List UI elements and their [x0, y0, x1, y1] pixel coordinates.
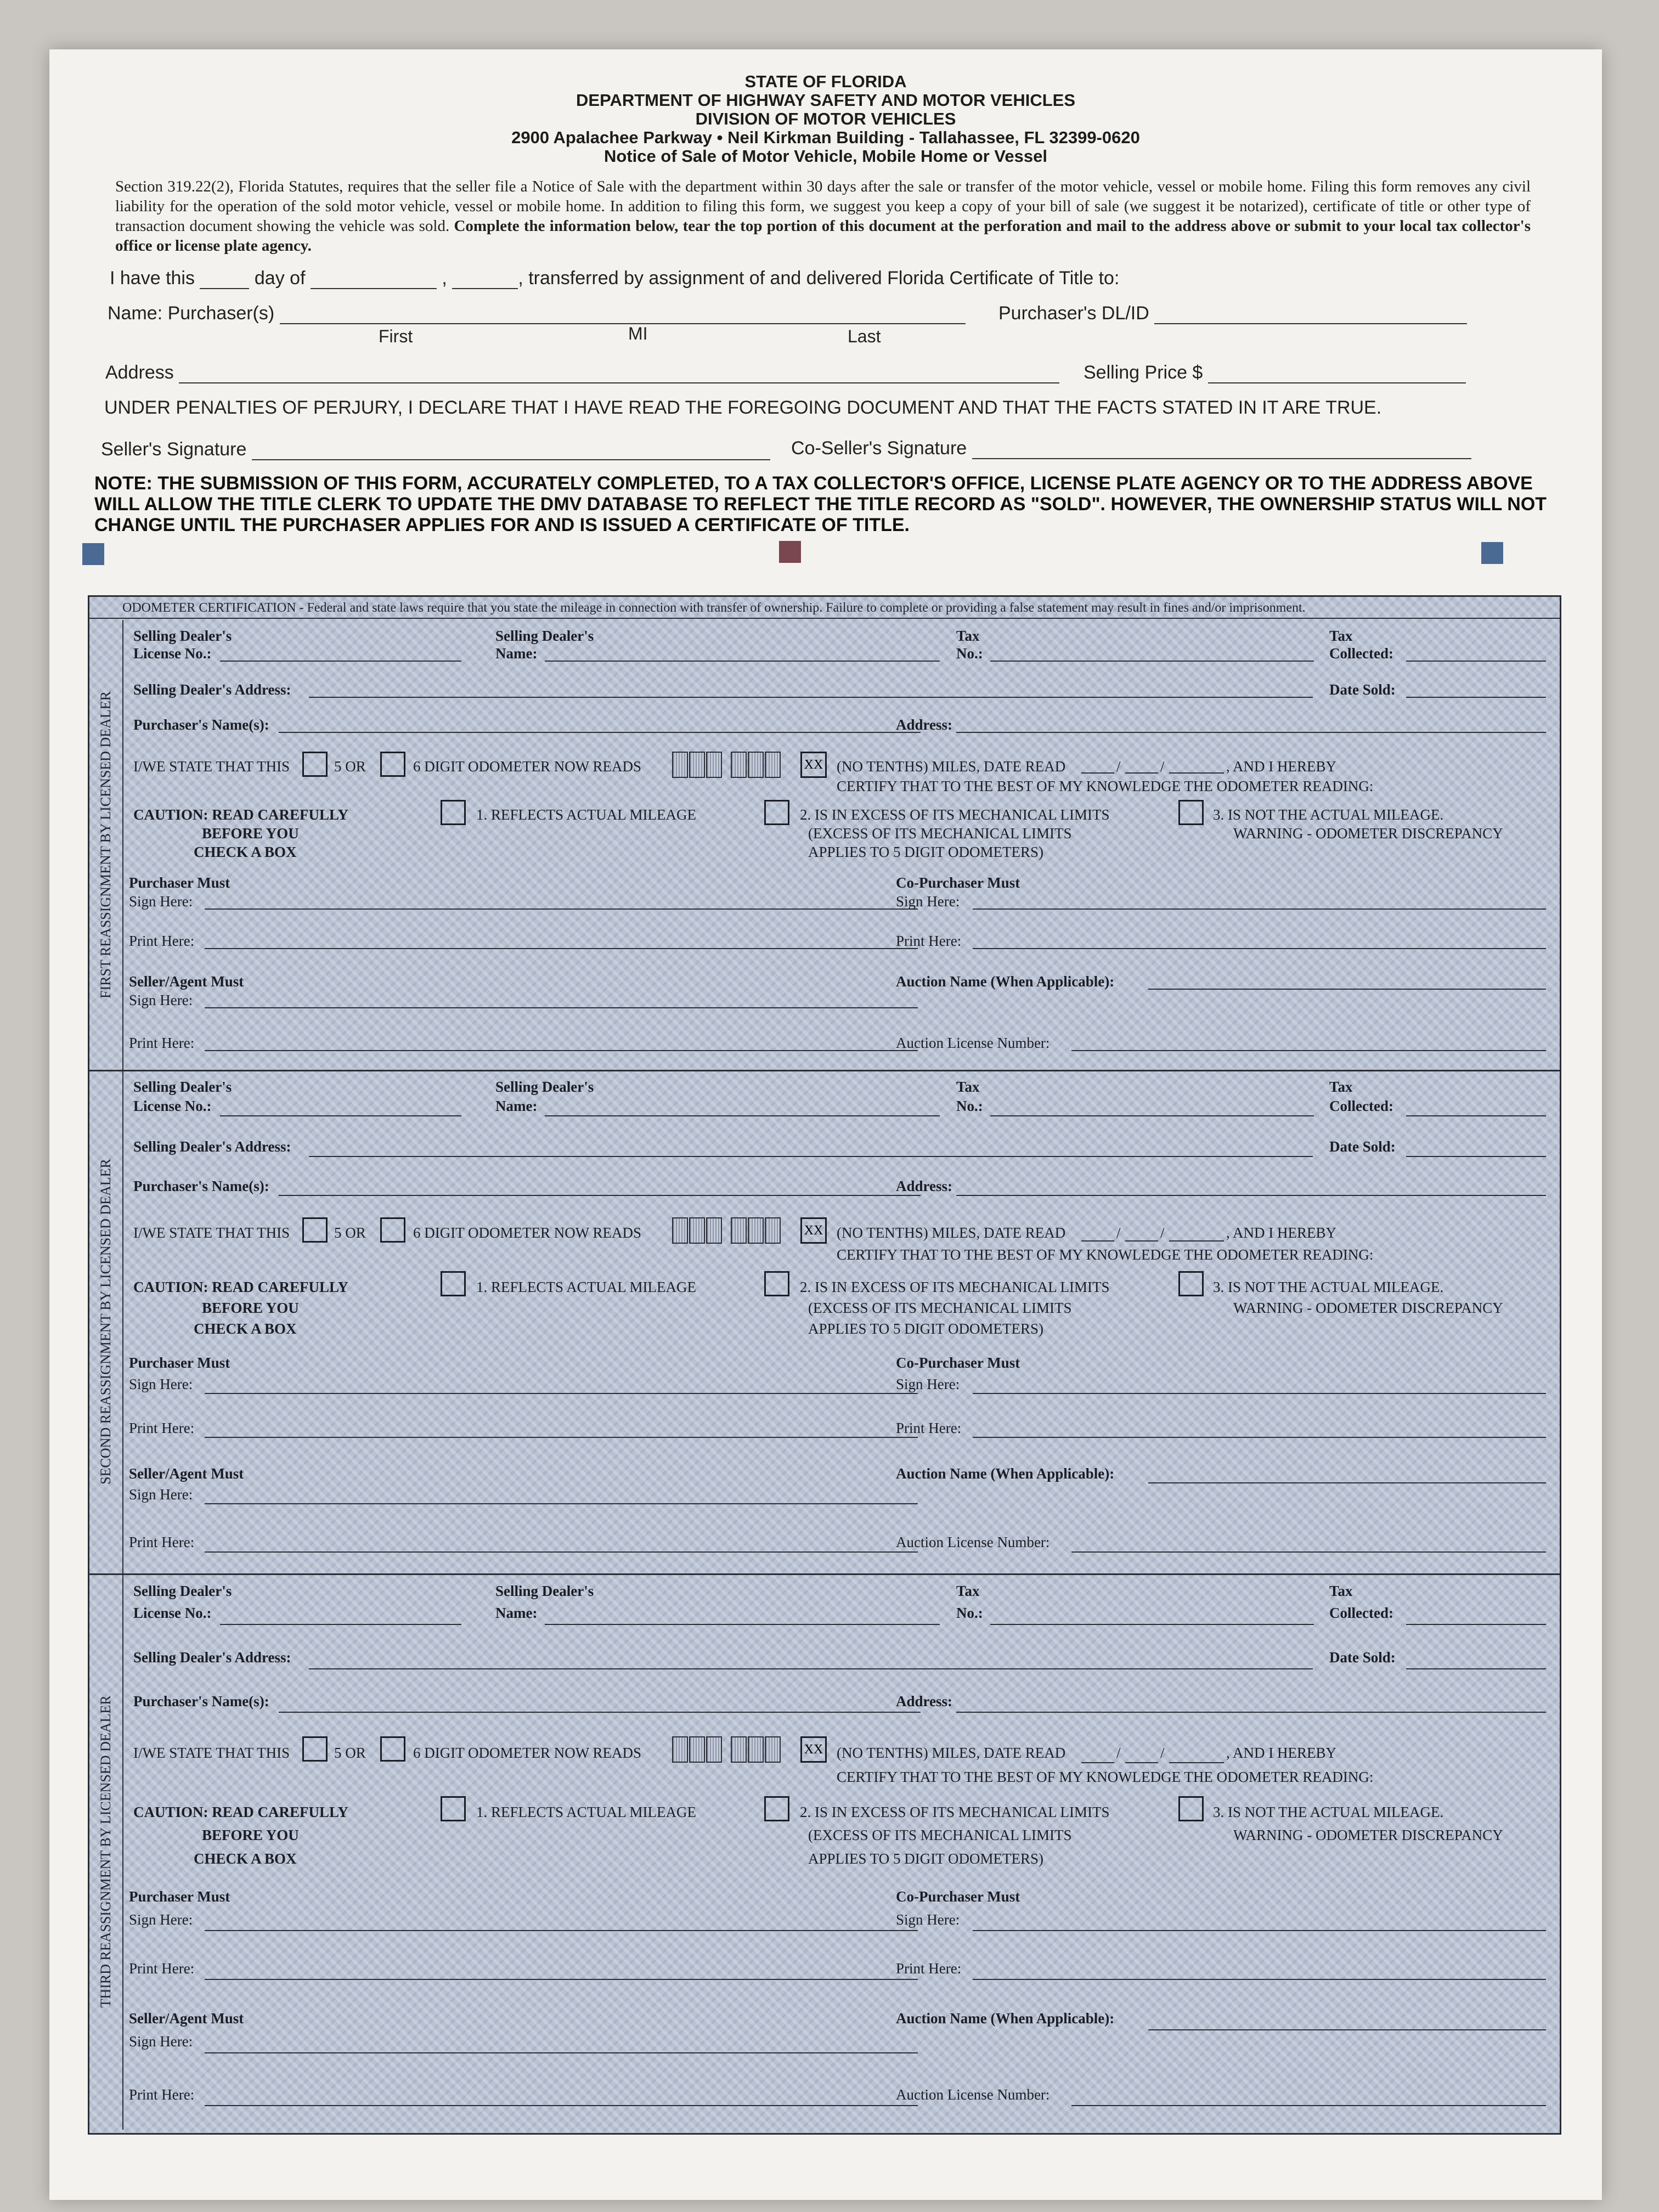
copurchaser-must-label: Co-Purchaser Must [896, 1888, 1020, 1905]
tax-no-label-2: No.: [956, 1098, 983, 1114]
purchaser-names-label: Purchaser's Name(s): [133, 1693, 269, 1709]
tax-no-label-1: Tax [956, 628, 980, 644]
purchaser-dl-field[interactable] [1154, 323, 1467, 324]
auction-license-field[interactable] [1071, 2105, 1546, 2106]
actual-mileage-checkbox[interactable] [441, 800, 466, 825]
purchaser-print-label: Print Here: [129, 1960, 195, 1977]
dealer-address-field[interactable] [309, 1668, 1313, 1669]
excess-limits-label-3: APPLIES TO 5 DIGIT ODOMETERS) [808, 1321, 1044, 1337]
excess-limits-label-2: (EXCESS OF ITS MECHANICAL LIMITS [808, 1827, 1072, 1843]
seller-print-label: Print Here: [129, 1035, 195, 1051]
copurchaser-must-label: Co-Purchaser Must [896, 1355, 1020, 1371]
section-side-label-text: SECOND REASSIGNMENT BY LICENSED DEALER [98, 1159, 114, 1485]
transfer-row [110, 268, 1119, 289]
caution-label-2: BEFORE YOU [202, 1827, 299, 1843]
date-sold-field[interactable] [1406, 1668, 1546, 1669]
copurchaser-signature-field[interactable] [973, 909, 1546, 910]
not-actual-label-2: WARNING - ODOMETER DISCREPANCY [1233, 1300, 1503, 1316]
purchaser-must-label: Purchaser Must [129, 874, 230, 891]
coseller-signature-label: Co-Seller's Signature [791, 438, 967, 459]
coseller-signature-row [791, 438, 1471, 459]
seller-print-label: Print Here: [129, 1534, 195, 1550]
selling-price-label: Selling Price $ [1084, 362, 1203, 383]
header-address: 2900 Apalachee Parkway • Neil Kirkman Building - Tallahassee, FL 32399-0620 [511, 128, 1140, 147]
intro-text: Section 319.22(2), Florida Statutes, requires that the seller file a Notice of Sale with the department within 30 days after the sale or transfer of the motor vehicle, vessel or mobile home. Filing this form removes any civil liability for the operation of the sold motor vehicle, vessel or mobile home. In addition to filing this form, we suggest you keep a copy of your bill of sale (we suggest it be notarized), certificate of title or other type of transaction document showing the vehicle was sold. [115, 178, 1531, 235]
caution-label-3: CHECK A BOX [194, 1850, 297, 1867]
seller-print-field[interactable] [205, 1050, 918, 1051]
date-slash-1: / [1116, 1224, 1121, 1241]
excess-limits-label-1: 2. IS IN EXCESS OF ITS MECHANICAL LIMITS [800, 1279, 1110, 1295]
caution-label-1: CAUTION: READ CAREFULLY [133, 806, 349, 823]
dealer-name-field[interactable] [545, 1624, 940, 1625]
registration-mark-center [779, 541, 801, 563]
five-or-label: 5 OR [334, 1745, 366, 1761]
auction-name-field[interactable] [1148, 989, 1546, 990]
auction-name-label: Auction Name (When Applicable): [896, 973, 1115, 990]
reassignment-section-1 [89, 620, 1560, 1071]
seller-signature-label: Seller's Signature [101, 439, 247, 460]
tax-collected-label-2: Collected: [1329, 1098, 1393, 1114]
seller-must-label: Seller/Agent Must [129, 973, 244, 990]
section-side-label [89, 620, 123, 1070]
dealer-license-field[interactable] [220, 1624, 461, 1625]
purchaser-print-label: Print Here: [129, 1420, 195, 1436]
date-read-year-field[interactable] [1169, 1240, 1224, 1242]
dealer-license-label-1: Selling Dealer's [133, 1079, 232, 1095]
month-field[interactable] [311, 288, 437, 289]
date-read-day-field[interactable] [1125, 772, 1158, 774]
excess-limits-label-2: (EXCESS OF ITS MECHANICAL LIMITS [808, 825, 1072, 842]
selling-price-row [1084, 362, 1466, 383]
seller-print-field[interactable] [205, 2105, 918, 2106]
five-digit-checkbox[interactable] [302, 1736, 328, 1762]
seller-sign-label: Sign Here: [129, 2033, 193, 2050]
seller-signature-row [101, 439, 770, 460]
date-slash-1: / [1116, 1745, 1121, 1761]
tax-no-label-2: No.: [956, 645, 983, 662]
hereby-label: , AND I HEREBY [1226, 758, 1336, 775]
seller-sign-label: Sign Here: [129, 992, 193, 1008]
tax-collected-field[interactable] [1406, 1624, 1546, 1625]
copurchaser-signature-field[interactable] [973, 1393, 1546, 1394]
copurchaser-print-label: Print Here: [896, 1420, 962, 1436]
tax-no-field[interactable] [990, 661, 1314, 662]
purchaser-signature-field[interactable] [205, 1930, 918, 1931]
purchaser-print-field[interactable] [205, 948, 918, 949]
date-slash-2: / [1160, 758, 1165, 775]
purchaser-signature-field[interactable] [205, 909, 918, 910]
date-sold-field[interactable] [1406, 697, 1546, 698]
odometer-reading-boxes[interactable] [672, 752, 782, 778]
date-read-month-field[interactable] [1081, 772, 1114, 774]
auction-name-field[interactable] [1148, 1482, 1546, 1483]
five-digit-checkbox[interactable] [302, 1217, 328, 1243]
not-actual-label-1: 3. IS NOT THE ACTUAL MILEAGE. [1213, 806, 1444, 823]
purchaser-signature-field[interactable] [205, 1393, 918, 1394]
dealer-name-label-1: Selling Dealer's [495, 1079, 594, 1095]
tax-no-field[interactable] [990, 1115, 1314, 1116]
seller-signature-field[interactable] [252, 459, 770, 460]
seller-print-field[interactable] [205, 1551, 918, 1553]
not-actual-label-1: 3. IS NOT THE ACTUAL MILEAGE. [1213, 1279, 1444, 1295]
odometer-certification [88, 595, 1561, 2135]
caution-label-2: BEFORE YOU [202, 1300, 299, 1316]
copurchaser-sign-label: Sign Here: [896, 1911, 960, 1928]
purchaser-names-label: Purchaser's Name(s): [133, 1178, 269, 1194]
purchaser-sign-label: Sign Here: [129, 1376, 193, 1392]
actual-mileage-checkbox[interactable] [441, 1796, 466, 1821]
no-tenths-label: (NO TENTHS) MILES, DATE READ [837, 1745, 1066, 1761]
first-label: First [379, 326, 413, 346]
auction-license-label: Auction License Number: [896, 2086, 1050, 2103]
seller-must-label: Seller/Agent Must [129, 2010, 244, 2027]
not-actual-checkbox[interactable] [1178, 1796, 1204, 1821]
dealer-address-label: Selling Dealer's Address: [133, 681, 291, 698]
we-state-label: I/WE STATE THAT THIS [133, 1745, 290, 1761]
purchaser-must-label: Purchaser Must [129, 1355, 230, 1371]
five-or-label: 5 OR [334, 1224, 366, 1241]
tax-no-label-1: Tax [956, 1079, 980, 1095]
dealer-name-field[interactable] [545, 661, 940, 662]
we-state-label: I/WE STATE THAT THIS [133, 1224, 290, 1241]
dealer-address-label: Selling Dealer's Address: [133, 1138, 291, 1155]
dealer-license-label-2: License No.: [133, 1098, 212, 1114]
comma-label: , [442, 268, 447, 289]
tenths-box: XX [800, 1217, 827, 1244]
address-label: Address [105, 362, 174, 383]
not-actual-checkbox[interactable] [1178, 800, 1204, 825]
excess-limits-label-1: 2. IS IN EXCESS OF ITS MECHANICAL LIMITS [800, 1804, 1110, 1820]
tax-collected-label-1: Tax [1329, 628, 1353, 644]
we-state-label: I/WE STATE THAT THIS [133, 758, 290, 775]
day-field[interactable] [200, 288, 249, 289]
intro-paragraph [115, 177, 1531, 256]
purchaser-must-label: Purchaser Must [129, 1888, 230, 1905]
date-read-year-field[interactable] [1169, 772, 1224, 774]
purchaser-sign-label: Sign Here: [129, 893, 193, 910]
dealer-name-label-1: Selling Dealer's [495, 628, 594, 644]
copurchaser-print-label: Print Here: [896, 933, 962, 949]
section-side-label-text: THIRD REASSIGNMENT BY LICENSED DEALER [98, 1695, 114, 2008]
header-department: DEPARTMENT OF HIGHWAY SAFETY AND MOTOR VEHICLES [576, 91, 1075, 110]
tax-no-field[interactable] [990, 1624, 1314, 1625]
purchaser-names-field[interactable] [279, 1712, 921, 1713]
date-read-month-field[interactable] [1081, 1762, 1114, 1763]
purchaser-address-label: Address: [896, 716, 953, 733]
excess-limits-label-1: 2. IS IN EXCESS OF ITS MECHANICAL LIMITS [800, 806, 1110, 823]
date-sold-label: Date Sold: [1329, 1649, 1396, 1666]
not-actual-label-2: WARNING - ODOMETER DISCREPANCY [1233, 825, 1503, 842]
dealer-license-field[interactable] [220, 1115, 461, 1116]
intro-bold-text: Complete the information below, tear the top portion of this document at the perforation and mail to the address above or submit to your local tax collector's office or license plate agency. [115, 217, 1531, 255]
actual-mileage-label: 1. REFLECTS ACTUAL MILEAGE [476, 1279, 696, 1295]
caution-label-3: CHECK A BOX [194, 844, 297, 860]
registration-mark-right [1481, 542, 1503, 564]
caution-label-2: BEFORE YOU [202, 825, 299, 842]
registration-mark-left [82, 543, 104, 565]
dealer-name-label-2: Name: [495, 645, 538, 662]
seller-must-label: Seller/Agent Must [129, 1465, 244, 1482]
five-digit-checkbox[interactable] [302, 752, 328, 777]
excess-limits-label-3: APPLIES TO 5 DIGIT ODOMETERS) [808, 1850, 1044, 1867]
purchaser-print-field[interactable] [205, 1437, 918, 1438]
odometer-reading-boxes[interactable] [672, 1736, 782, 1763]
copurchaser-must-label: Co-Purchaser Must [896, 874, 1020, 891]
caution-label-3: CHECK A BOX [194, 1321, 297, 1337]
transferred-label: , transferred by assignment of and delivered Florida Certificate of Title to: [518, 268, 1120, 289]
coseller-signature-field[interactable] [972, 458, 1471, 459]
seller-signature-field[interactable] [205, 1007, 918, 1008]
form-sheet [49, 49, 1602, 2200]
seller-signature-field[interactable] [205, 2052, 918, 2053]
copurchaser-print-label: Print Here: [896, 1960, 962, 1977]
tax-collected-label-1: Tax [1329, 1583, 1353, 1599]
auction-name-label: Auction Name (When Applicable): [896, 1465, 1115, 1482]
excess-limits-checkbox[interactable] [764, 1796, 789, 1821]
header-division: DIVISION OF MOTOR VEHICLES [695, 109, 956, 128]
date-sold-field[interactable] [1406, 1156, 1546, 1157]
six-digit-label: 6 DIGIT ODOMETER NOW READS [413, 758, 641, 775]
auction-license-label: Auction License Number: [896, 1035, 1050, 1051]
reassignment-section-3 [89, 1573, 1560, 2130]
purchaser-dl-row [998, 303, 1467, 324]
purchaser-names-field[interactable] [279, 732, 921, 733]
tax-collected-label-2: Collected: [1329, 1605, 1393, 1621]
header-state: STATE OF FLORIDA [744, 72, 907, 91]
reassignment-section-2 [89, 1070, 1560, 1575]
tenths-box: XX [800, 1736, 827, 1763]
dealer-license-field[interactable] [220, 661, 461, 662]
dealer-license-label-1: Selling Dealer's [133, 628, 232, 644]
copurchaser-print-field[interactable] [973, 1979, 1546, 1980]
actual-mileage-label: 1. REFLECTS ACTUAL MILEAGE [476, 806, 696, 823]
dealer-license-label-1: Selling Dealer's [133, 1583, 232, 1599]
note-text: NOTE: THE SUBMISSION OF THIS FORM, ACCURATELY COMPLETED, TO A TAX COLLECTOR'S OFFICE, LICENSE PLATE AGENCY OR TO THE ADDRESS ABOVE WILL ALLOW THE TITLE CLERK TO UPDATE THE DMV DATABASE TO REFLECT THE TITLE RECORD AS "SOLD". HOWEVER, THE OWNERSHIP STATUS WILL NOT CHANGE UNTIL THE PURCHASER APPLIES FOR AND IS ISSUED A CERTIFICATE OF TITLE. [94, 473, 1547, 535]
hereby-label: , AND I HEREBY [1226, 1745, 1336, 1761]
tax-collected-label-2: Collected: [1329, 645, 1393, 662]
tax-no-label-2: No.: [956, 1605, 983, 1621]
auction-license-field[interactable] [1071, 1551, 1546, 1553]
dealer-license-label-2: License No.: [133, 645, 212, 662]
dealer-address-label: Selling Dealer's Address: [133, 1649, 291, 1666]
date-slash-2: / [1160, 1224, 1165, 1241]
section-side-label-text: FIRST REASSIGNMENT BY LICENSED DEALER [98, 691, 114, 999]
mi-label: MI [628, 324, 648, 343]
excess-limits-checkbox[interactable] [764, 800, 789, 825]
dealer-address-field[interactable] [309, 1156, 1313, 1157]
year-field[interactable] [452, 288, 518, 289]
excess-limits-label-2: (EXCESS OF ITS MECHANICAL LIMITS [808, 1300, 1072, 1316]
dealer-name-label-2: Name: [495, 1098, 538, 1114]
purchaser-name-row [108, 303, 966, 324]
date-read-day-field[interactable] [1125, 1240, 1158, 1242]
purchaser-dl-label: Purchaser's DL/ID [998, 303, 1149, 324]
auction-name-field[interactable] [1148, 2029, 1546, 2030]
five-or-label: 5 OR [334, 758, 366, 775]
caution-label-1: CAUTION: READ CAREFULLY [133, 1804, 349, 1820]
purchaser-names-label: Purchaser's Name(s): [133, 716, 269, 733]
no-tenths-label: (NO TENTHS) MILES, DATE READ [837, 758, 1066, 775]
excess-limits-label-3: APPLIES TO 5 DIGIT ODOMETERS) [808, 844, 1044, 860]
purchaser-address-field[interactable] [956, 1712, 1546, 1713]
dealer-address-field[interactable] [309, 697, 1313, 698]
actual-mileage-label: 1. REFLECTS ACTUAL MILEAGE [476, 1804, 696, 1820]
perjury-statement: UNDER PENALTIES OF PERJURY, I DECLARE THAT I HAVE READ THE FOREGOING DOCUMENT AND THAT THE FACTS STATED IN IT ARE TRUE. [104, 397, 1382, 418]
six-digit-label: 6 DIGIT ODOMETER NOW READS [413, 1745, 641, 1761]
tax-collected-field[interactable] [1406, 1115, 1546, 1116]
day-of-label: day of [254, 268, 306, 289]
date-read-month-field[interactable] [1081, 1240, 1114, 1242]
date-sold-label: Date Sold: [1329, 681, 1396, 698]
purchaser-address-label: Address: [896, 1693, 953, 1709]
copurchaser-sign-label: Sign Here: [896, 893, 960, 910]
no-tenths-label: (NO TENTHS) MILES, DATE READ [837, 1224, 1066, 1241]
tax-no-label-1: Tax [956, 1583, 980, 1599]
odometer-certification-title: ODOMETER CERTIFICATION - Federal and state laws require that you state the mileage in connection with transfer of ownership. Failure to complete or providing a false statement may result in fines and/or imprisonment. [89, 597, 1560, 619]
copurchaser-signature-field[interactable] [973, 1930, 1546, 1931]
six-digit-checkbox[interactable] [380, 1736, 405, 1762]
hereby-label: , AND I HEREBY [1226, 1224, 1336, 1241]
address-row [105, 362, 1059, 383]
purchaser-print-field[interactable] [205, 1979, 918, 1980]
date-slash-1: / [1116, 758, 1121, 775]
section-side-label [89, 1070, 123, 1573]
certify-label: CERTIFY THAT TO THE BEST OF MY KNOWLEDGE THE ODOMETER READING: [837, 1769, 1374, 1785]
auction-license-label: Auction License Number: [896, 1534, 1050, 1550]
copurchaser-print-field[interactable] [973, 948, 1546, 949]
dealer-name-label-1: Selling Dealer's [495, 1583, 594, 1599]
not-actual-label-1: 3. IS NOT THE ACTUAL MILEAGE. [1213, 1804, 1444, 1820]
dealer-name-field[interactable] [545, 1115, 940, 1116]
purchaser-name-field[interactable] [280, 323, 966, 324]
certify-label: CERTIFY THAT TO THE BEST OF MY KNOWLEDGE THE ODOMETER READING: [837, 778, 1374, 794]
dealer-name-label-2: Name: [495, 1605, 538, 1621]
tax-collected-field[interactable] [1406, 661, 1546, 662]
purchaser-name-label: Name: Purchaser(s) [108, 303, 275, 324]
date-slash-2: / [1160, 1745, 1165, 1761]
tax-collected-label-1: Tax [1329, 1079, 1353, 1095]
seller-sign-label: Sign Here: [129, 1486, 193, 1503]
selling-price-field[interactable] [1208, 382, 1466, 383]
form-title: Notice of Sale of Motor Vehicle, Mobile Home or Vessel [604, 146, 1047, 166]
tenths-box: XX [800, 752, 827, 778]
actual-mileage-checkbox[interactable] [441, 1271, 466, 1296]
address-field[interactable] [179, 382, 1059, 383]
purchaser-address-label: Address: [896, 1178, 953, 1194]
copurchaser-print-field[interactable] [973, 1437, 1546, 1438]
section-side-label [89, 1573, 123, 2130]
seller-signature-field[interactable] [205, 1503, 918, 1504]
purchaser-sign-label: Sign Here: [129, 1911, 193, 1928]
excess-limits-checkbox[interactable] [764, 1271, 789, 1296]
certify-label: CERTIFY THAT TO THE BEST OF MY KNOWLEDGE THE ODOMETER READING: [837, 1246, 1374, 1263]
i-have-this-label: I have this [110, 268, 195, 289]
caution-label-1: CAUTION: READ CAREFULLY [133, 1279, 349, 1295]
auction-license-field[interactable] [1071, 1050, 1546, 1051]
purchaser-names-field[interactable] [279, 1195, 921, 1196]
six-digit-checkbox[interactable] [380, 752, 405, 777]
purchaser-address-field[interactable] [956, 1195, 1546, 1196]
odometer-reading-boxes[interactable] [672, 1217, 782, 1244]
six-digit-label: 6 DIGIT ODOMETER NOW READS [413, 1224, 641, 1241]
auction-name-label: Auction Name (When Applicable): [896, 2010, 1115, 2027]
not-actual-checkbox[interactable] [1178, 1271, 1204, 1296]
purchaser-print-label: Print Here: [129, 933, 195, 949]
not-actual-label-2: WARNING - ODOMETER DISCREPANCY [1233, 1827, 1503, 1843]
date-read-day-field[interactable] [1125, 1762, 1158, 1763]
seller-print-label: Print Here: [129, 2086, 195, 2103]
copurchaser-sign-label: Sign Here: [896, 1376, 960, 1392]
dealer-license-label-2: License No.: [133, 1605, 212, 1621]
purchaser-address-field[interactable] [956, 732, 1546, 733]
last-label: Last [848, 326, 881, 346]
six-digit-checkbox[interactable] [380, 1217, 405, 1243]
date-sold-label: Date Sold: [1329, 1138, 1396, 1155]
date-read-year-field[interactable] [1169, 1762, 1224, 1763]
form-header [49, 72, 1602, 166]
